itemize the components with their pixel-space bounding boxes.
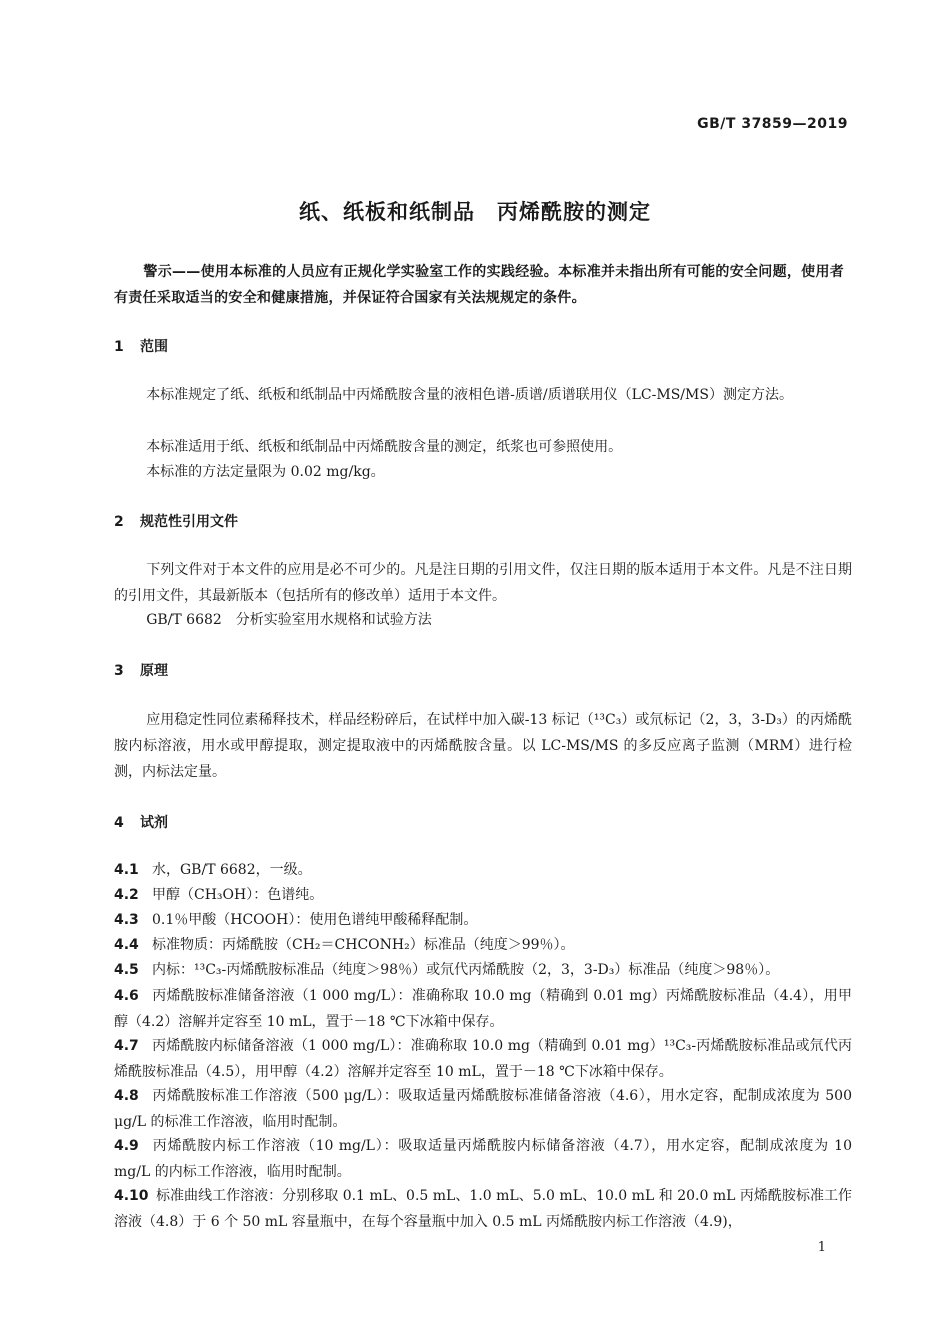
standard-number: GB/T 37859—2019 [697, 116, 848, 132]
clause-number: 4.1 [114, 862, 139, 878]
clause-number: 4.8 [114, 1088, 139, 1104]
reagent-clause [114, 1033, 852, 1085]
clause-number: 4.3 [114, 912, 139, 928]
section-heading-principle [114, 660, 168, 680]
scope-paragraph: 本标准适用于纸、纸板和纸制品中丙烯酰胺含量的测定，纸浆也可参照使用。 [146, 439, 623, 455]
clause-text: 丙烯酰胺标准储备溶液（1 000 mg/L）：准确称取 10.0 mg（精确到 0.01 mg）丙烯酰胺标准品（4.4），用甲醇（4.2）溶解并定容至 10 mL，置于－18 ℃下冰箱中保存。 [114, 988, 852, 1030]
referenced-document: GB/T 6682 分析实验室用水规格和试验方法 [146, 612, 432, 628]
reagent-clause [114, 1133, 852, 1185]
section-number: 2 [114, 514, 124, 530]
clause-text: 丙烯酰胺内标工作溶液（10 mg/L）：吸取适量丙烯酰胺内标储备溶液（4.7），用水定容，配制成浓度为 10 mg/L 的内标工作溶液，临用时配制。 [114, 1138, 852, 1180]
scope-paragraph: 本标准的方法定量限为 0.02 mg/kg。 [146, 464, 385, 480]
clause-text: 丙烯酰胺内标储备溶液（1 000 mg/L）：准确称取 10.0 mg（精确到 0.01 mg）¹³C₃-丙烯酰胺标准品或氘代丙烯酰胺标准品（4.5），用甲醇（4.2）溶解并定容至 10 mL，置于－18 ℃下冰箱中保存。 [114, 1038, 852, 1080]
principle-paragraph: 应用稳定性同位素稀释技术，样品经粉碎后，在试样中加入碳-13 标记（¹³C₃）或氘标记（2，3，3-D₃）的丙烯酰胺内标溶液，用水或甲醇提取，测定提取液中的丙烯酰胺含量。以 LC-MS/MS 的多反应离子监测（MRM）进行检测，内标法定量。 [114, 712, 852, 780]
reagent-clause [114, 957, 852, 983]
section-heading-reagents [114, 812, 168, 832]
clause-number: 4.7 [114, 1038, 139, 1054]
section-title: 范围 [140, 339, 168, 355]
section-number: 3 [114, 663, 124, 679]
clause-number: 4.5 [114, 962, 139, 978]
clause-text: 水，GB/T 6682，一级。 [152, 862, 312, 878]
section-title: 试剂 [140, 815, 168, 831]
reagent-clause [114, 1083, 852, 1135]
clause-text: 丙烯酰胺标准工作溶液（500 μg/L）：吸取适量丙烯酰胺标准储备溶液（4.6），用水定容，配制成浓度为 500 μg/L 的标准工作溶液，临用时配制。 [114, 1088, 852, 1130]
clause-number: 4.9 [114, 1138, 139, 1154]
scope-paragraph: 本标准规定了纸、纸板和纸制品中丙烯酰胺含量的液相色谱-质谱/质谱联用仪（LC-MS/MS）测定方法。 [146, 387, 793, 403]
clause-text: 内标：¹³C₃-丙烯酰胺标准品（纯度＞98％）或氘代丙烯酰胺（2，3，3-D₃）标准品（纯度＞98％）。 [152, 962, 780, 978]
clause-number: 4.10 [114, 1188, 149, 1204]
reagent-clause [114, 983, 852, 1035]
document-title: 纸、纸板和纸制品 丙烯酰胺的测定 [299, 200, 651, 224]
section-title: 原理 [140, 663, 168, 679]
page-number: 1 [817, 1240, 826, 1255]
clause-text: 0.1％甲酸（HCOOH）：使用色谱纯甲酸稀释配制。 [152, 912, 478, 928]
section-number: 4 [114, 815, 124, 831]
clause-number: 4.4 [114, 937, 139, 953]
section-heading-scope [114, 336, 168, 356]
references-paragraph: 下列文件对于本文件的应用是必不可少的。凡是注日期的引用文件，仅注日期的版本适用于本文件。凡是不注日期的引用文件，其最新版本（包括所有的修改单）适用于本文件。 [114, 562, 852, 604]
clause-text: 标准物质：丙烯酰胺（CH₂＝CHCONH₂）标准品（纯度＞99％）。 [152, 937, 575, 953]
clause-number: 4.2 [114, 887, 139, 903]
clause-text: 标准曲线工作溶液：分别移取 0.1 mL、0.5 mL、1.0 mL、5.0 mL、10.0 mL 和 20.0 mL 丙烯酰胺标准工作溶液（4.8）于 6 个 50 mL 容量瓶中，在每个容量瓶中加入 0.5 mL 丙烯酰胺内标工作溶液（4.9)， [114, 1188, 852, 1230]
clause-text: 甲醇（CH₃OH）：色谱纯。 [152, 887, 324, 903]
reagent-clause [114, 857, 852, 883]
warning-paragraph: 警示——使用本标准的人员应有正规化学实验室工作的实践经验。本标准并未指出所有可能的安全问题，使用者有责任采取适当的安全和健康措施，并保证符合国家有关法规规定的条件。 [114, 264, 845, 306]
reagent-clause [114, 907, 852, 933]
reagent-clause [114, 932, 852, 958]
section-heading-normative-references [114, 511, 238, 531]
reagent-clause [114, 882, 852, 908]
clause-number: 4.6 [114, 988, 139, 1004]
section-title: 规范性引用文件 [140, 514, 238, 530]
reagent-clause [114, 1183, 852, 1235]
section-number: 1 [114, 339, 124, 355]
